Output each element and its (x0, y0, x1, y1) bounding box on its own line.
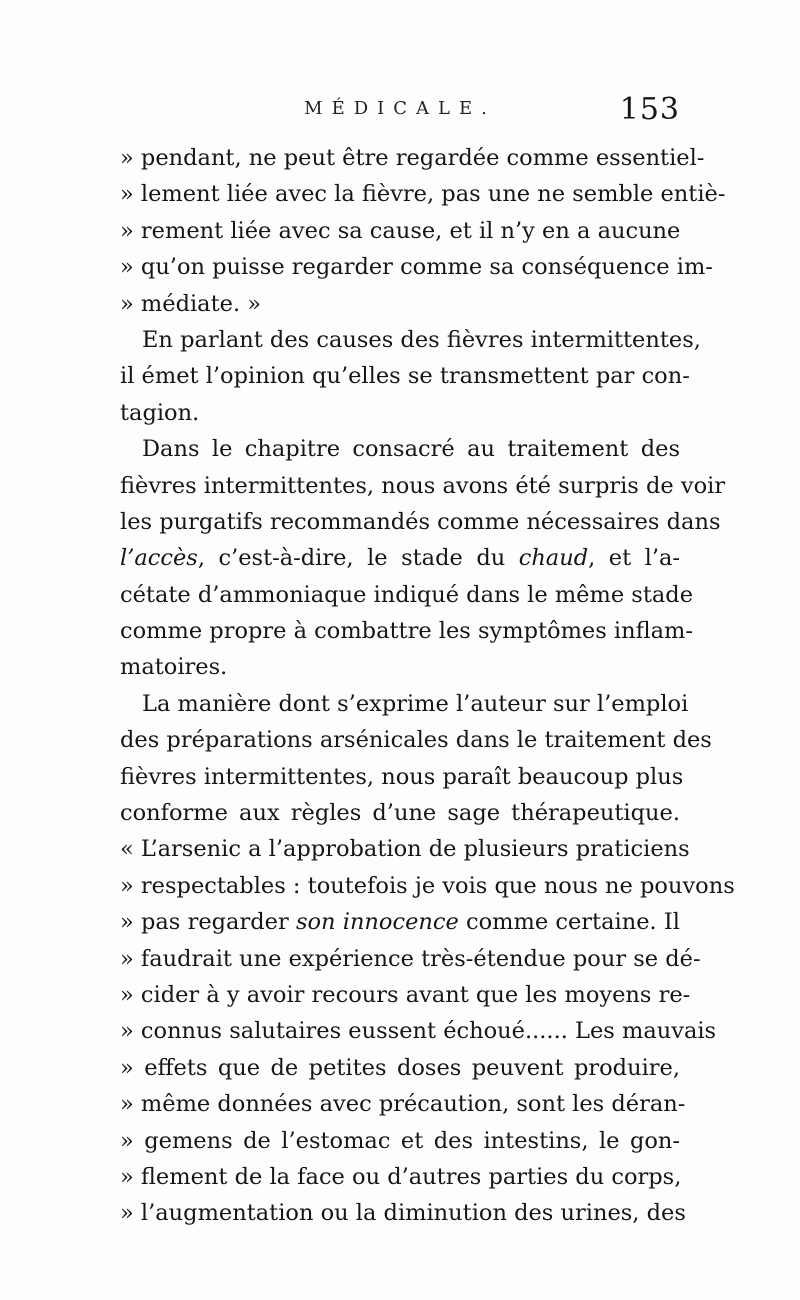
text-line: » respectables : toutefois je vois que nous ne pouvons (120, 872, 735, 899)
body-text (120, 140, 735, 1232)
text-span: » pas regarder (120, 909, 296, 936)
text-line: il émet l’opinion qu’elles se transmettent par con- (120, 363, 690, 390)
text-span: , c’est-à-dire, le stade du (197, 545, 519, 572)
text-line-mixed (120, 540, 680, 576)
text-line: des préparations arsénicales dans le traitement des (120, 727, 712, 754)
text-line: » lement liée avec la fièvre, pas une ne semble entiè- (120, 181, 726, 208)
text-line: comme propre à combattre les symptômes inflam- (120, 618, 693, 645)
text-line: » flement de la face ou d’autres parties du corps, (120, 1163, 682, 1190)
text-line: » cider à y avoir recours avant que les moyens re- (120, 981, 691, 1008)
text-line: » l’augmentation ou la diminution des urines, des (120, 1200, 686, 1227)
text-line: » effets que de petites doses peuvent produire, (120, 1054, 680, 1081)
italic-span: chaud (518, 545, 589, 572)
text-line: » médiate. » (120, 290, 262, 317)
running-head (120, 92, 680, 134)
text-line: » qu’on puisse regarder comme sa conséquence im- (120, 254, 713, 281)
text-line-mixed (120, 904, 680, 940)
text-span: , et l’a- (588, 545, 680, 572)
text-line: « L’arsenic a l’approbation de plusieurs praticiens (120, 836, 690, 863)
text-span: comme certaine. Il (458, 909, 680, 936)
text-line: matoires. (120, 654, 228, 681)
italic-span: l’accès (120, 545, 198, 572)
text-line: » gemens de l’estomac et des intestins, le gon- (120, 1127, 680, 1154)
running-title: MÉDICALE. (304, 98, 496, 119)
text-line: » même données avec précaution, sont les déran- (120, 1091, 686, 1118)
text-line: conforme aux règles d’une sage thérapeutique. (120, 800, 680, 827)
text-line: » pendant, ne peut être regardée comme essentiel- (120, 145, 705, 171)
text-line: La manière dont s’exprime l’auteur sur l’emploi (142, 690, 689, 717)
text-line: tagion. (120, 399, 200, 426)
text-line: » rement liée avec sa cause, et il n’y en a aucune (120, 217, 681, 244)
text-line: » connus salutaires eussent échoué...... Les mauvais (120, 1018, 717, 1045)
page-number: 153 (619, 92, 680, 127)
text-line: fièvres intermittentes, nous avons été surpris de voir (120, 472, 726, 499)
text-line: Dans le chapitre consacré au traitement des (142, 436, 680, 463)
text-line: les purgatifs recommandés comme nécessaires dans (120, 508, 721, 535)
text-line: cétate d’ammoniaque indiqué dans le même stade (120, 581, 694, 608)
italic-span: son innocence (295, 909, 459, 936)
text-line: En parlant des causes des fièvres intermittentes, (142, 326, 701, 353)
text-line: » faudrait une expérience très-étendue pour se dé- (120, 945, 701, 972)
text-line: fièvres intermittentes, nous paraît beaucoup plus (120, 763, 684, 790)
